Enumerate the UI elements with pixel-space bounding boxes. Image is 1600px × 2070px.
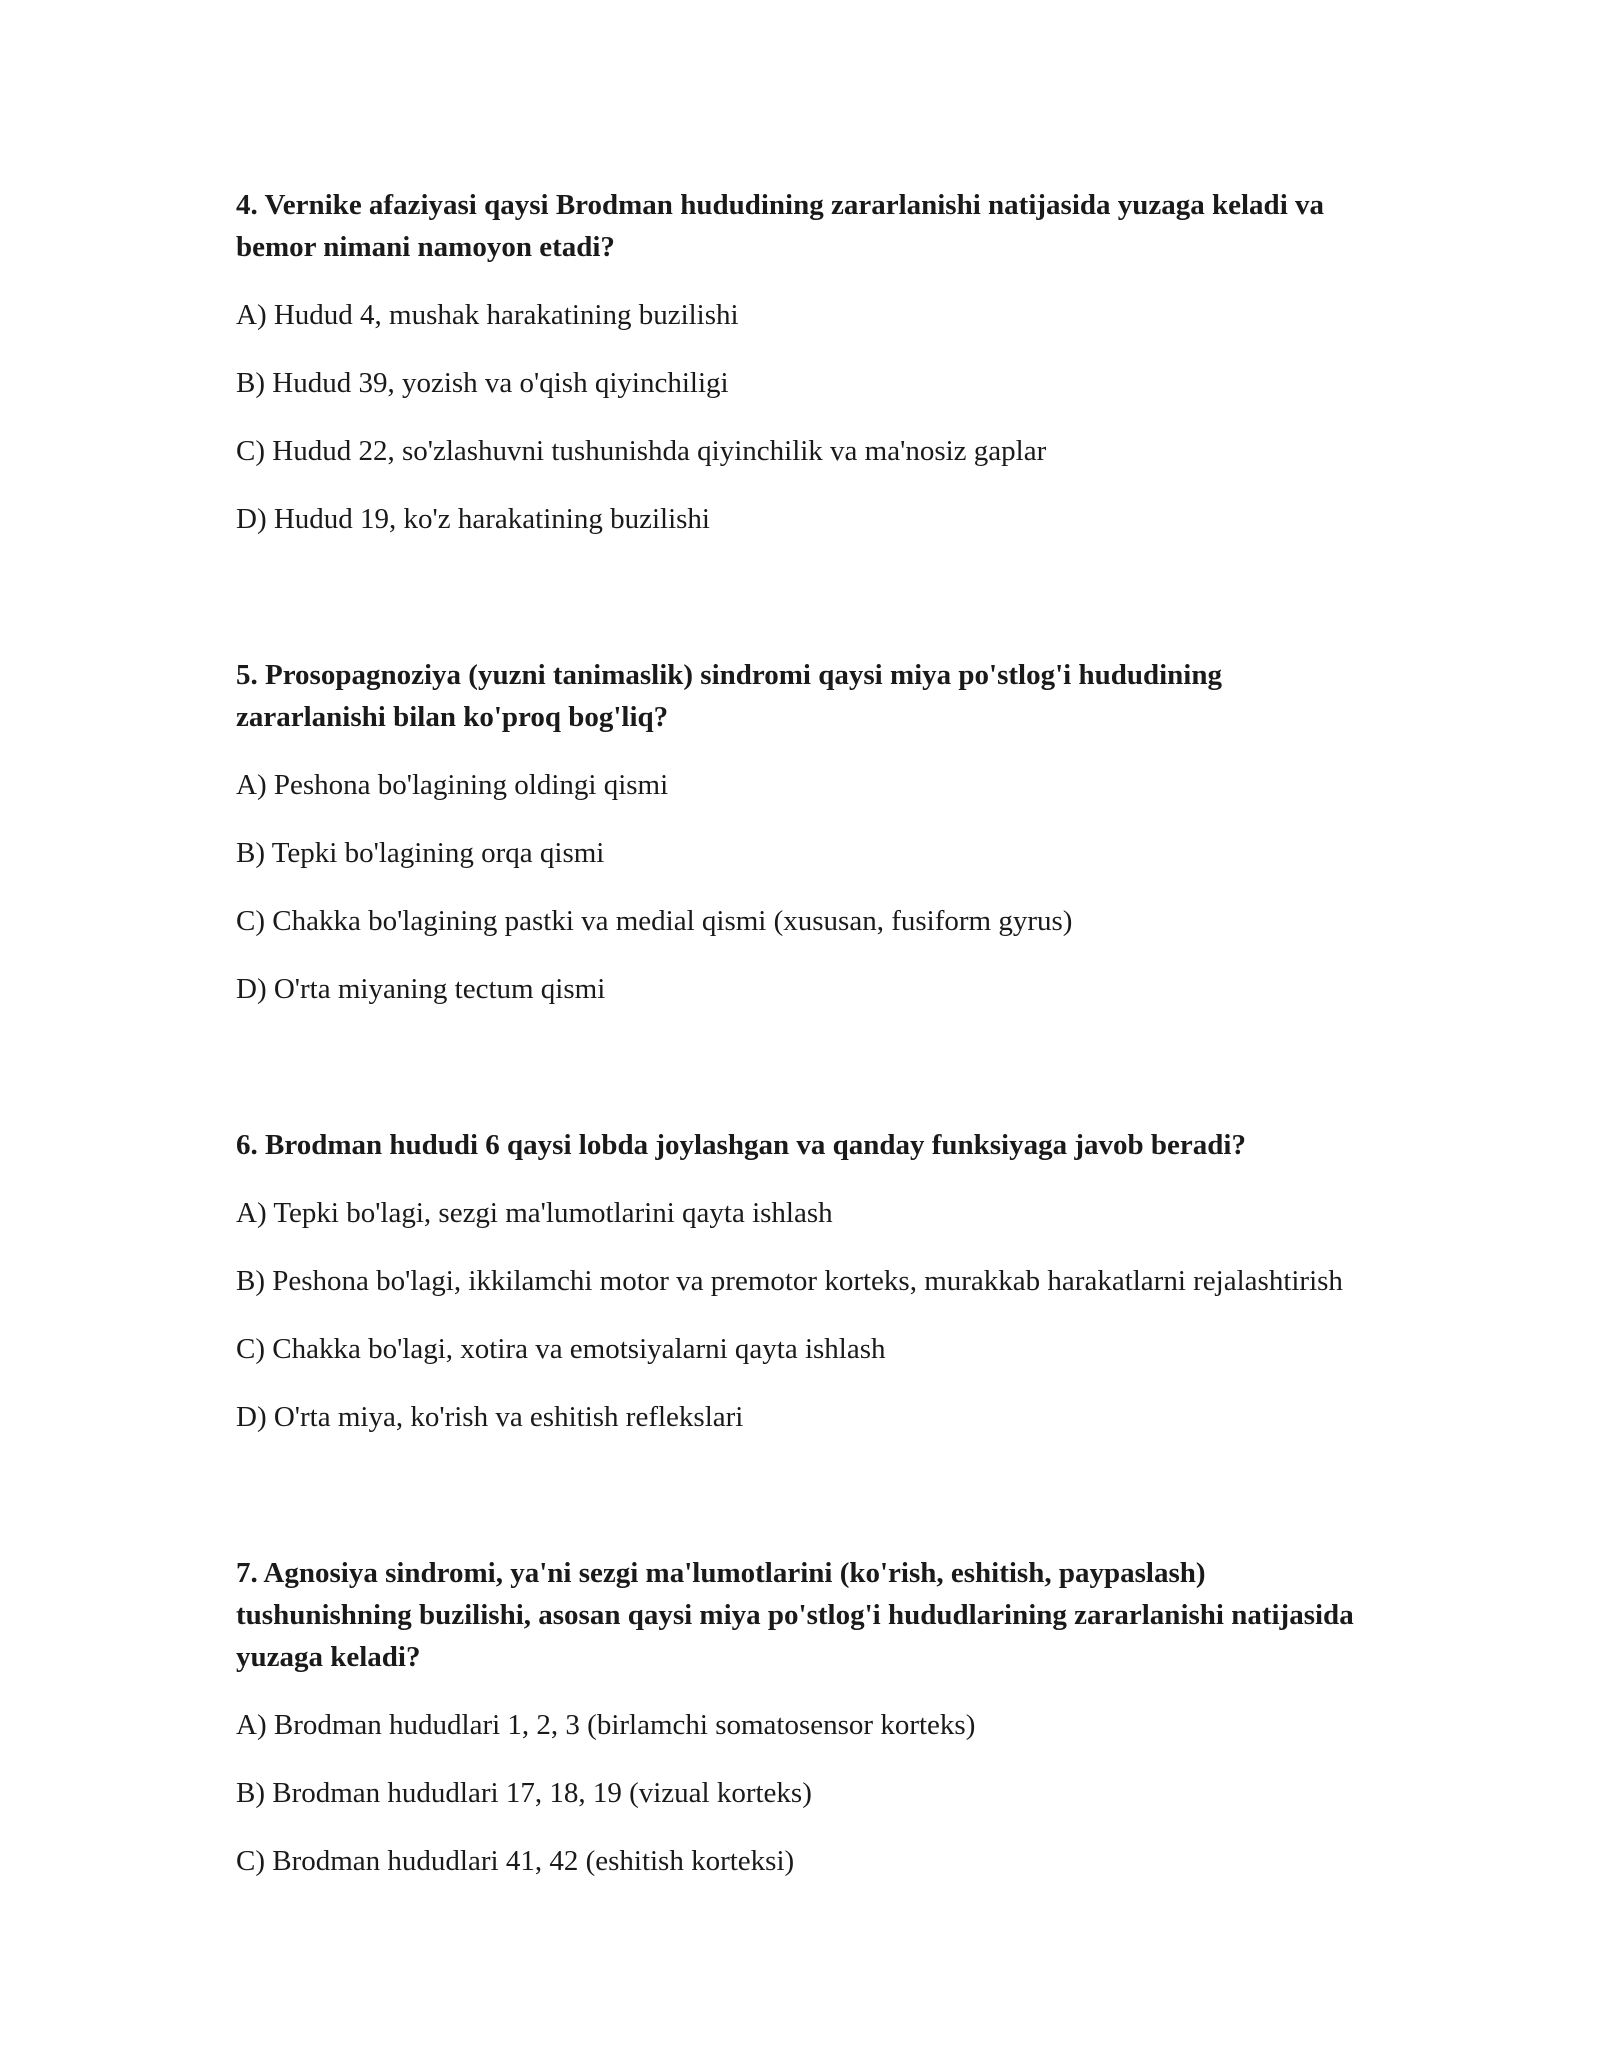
answer-option-c: C) Chakka bo'lagining pastki va medial qismi (xususan, fusiform gyrus)	[236, 905, 1073, 937]
answer-option-a: A) Hudud 4, mushak harakatining buzilishi	[236, 299, 739, 331]
question-text: 7. Agnosiya sindromi, ya'ni sezgi ma'lumotlarini (ko'rish, eshitish, paypaslash) tushunishning buzilishi, asosan qaysi miya po'stlog'i hududlarining zararlanishi natijasida yuzaga keladi?	[236, 1557, 1354, 1673]
answer-option-d: D) Hudud 19, ko'z harakatining buzilishi	[236, 503, 710, 535]
answer-option-b: B) Brodman hududlari 17, 18, 19 (vizual korteks)	[236, 1777, 812, 1809]
question-spacer	[236, 566, 1366, 654]
answer-option-c: C) Hudud 22, so'zlashuvni tushunishda qiyinchilik va ma'nosiz gaplar	[236, 435, 1047, 467]
question-5	[236, 654, 1366, 1010]
document-content	[236, 184, 1366, 1908]
answer-option-c: C) Brodman hududlari 41, 42 (eshitish korteksi)	[236, 1845, 795, 1877]
answer-option-b: B) Peshona bo'lagi, ikkilamchi motor va premotor korteks, murakkab harakatlarni rejalashtirish	[236, 1265, 1343, 1297]
answer-option-b: B) Tepki bo'lagining orqa qismi	[236, 837, 605, 869]
answer-option-c: C) Chakka bo'lagi, xotira va emotsiyalarni qayta ishlash	[236, 1333, 886, 1365]
answer-option-d: D) O'rta miyaning tectum qismi	[236, 973, 606, 1005]
question-text: 4. Vernike afaziyasi qaysi Brodman hududining zararlanishi natijasida yuzaga keladi va bemor nimani namoyon etadi?	[236, 189, 1324, 263]
answer-option-a: A) Tepki bo'lagi, sezgi ma'lumotlarini qayta ishlash	[236, 1197, 833, 1229]
answer-option-a: A) Peshona bo'lagining oldingi qismi	[236, 769, 669, 801]
question-7	[236, 1552, 1366, 1882]
answer-option-b: B) Hudud 39, yozish va o'qish qiyinchiligi	[236, 367, 729, 399]
answer-option-d: D) O'rta miya, ko'rish va eshitish reflekslari	[236, 1401, 744, 1433]
question-4	[236, 184, 1366, 540]
question-text: 6. Brodman hududi 6 qaysi lobda joylashgan va qanday funksiyaga javob beradi?	[236, 1129, 1246, 1161]
answer-option-a: A) Brodman hududlari 1, 2, 3 (birlamchi somatosensor korteks)	[236, 1709, 976, 1741]
question-text: 5. Prosopagnoziya (yuzni tanimaslik) sindromi qaysi miya po'stlog'i hududining zararlanishi bilan ko'proq bog'liq?	[236, 659, 1222, 733]
question-6	[236, 1124, 1366, 1438]
question-spacer	[236, 1036, 1366, 1124]
question-spacer	[236, 1464, 1366, 1552]
